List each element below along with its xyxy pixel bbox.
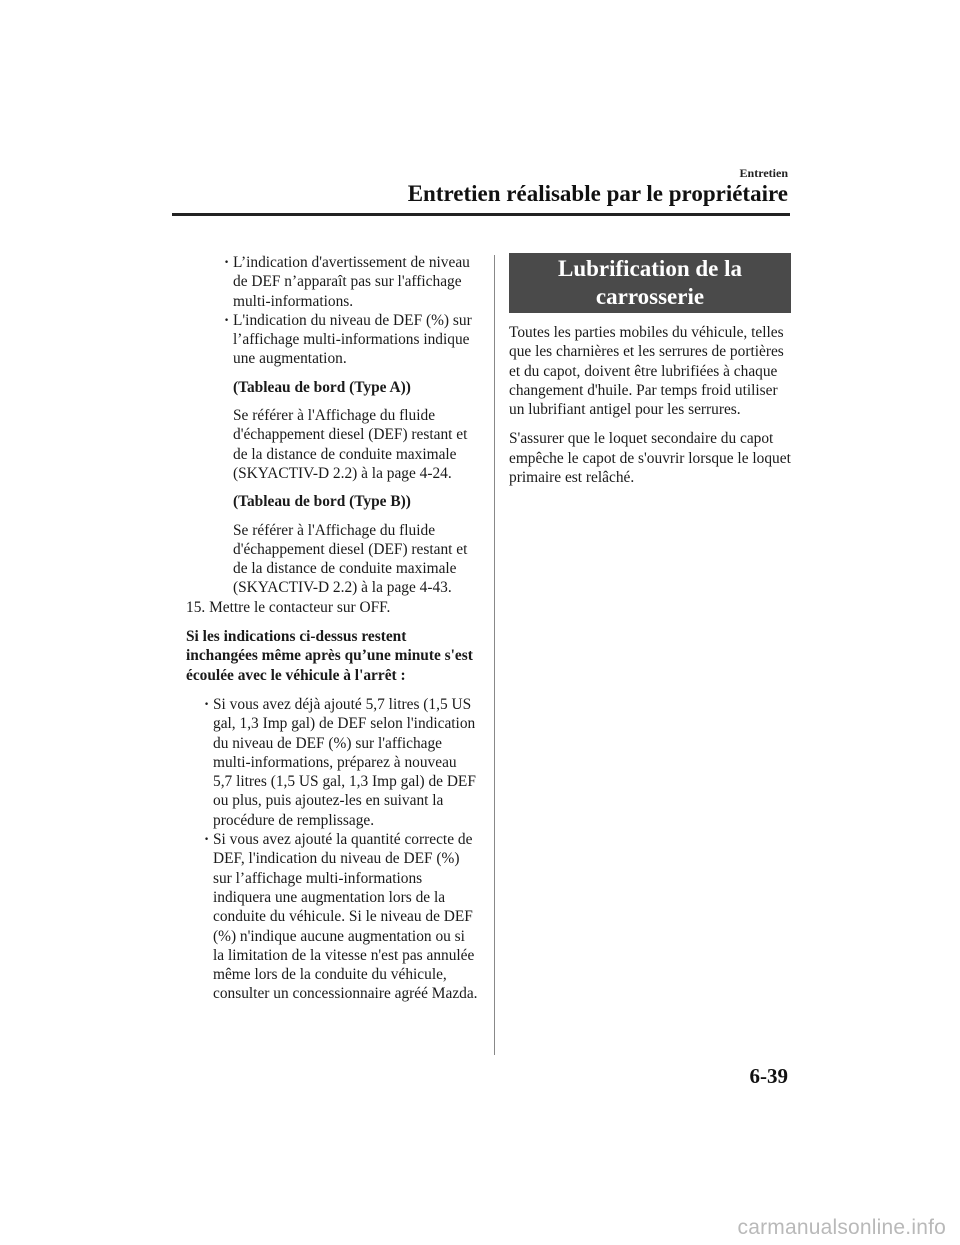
step-15: 15. Mettre le contacteur sur OFF. <box>186 598 391 616</box>
list-item <box>186 830 478 1004</box>
column-divider <box>494 255 495 1055</box>
page-number: 6-39 <box>749 1064 788 1088</box>
left-column <box>186 253 478 1004</box>
hood-latch-paragraph: S'assurer que le loquet secondaire du capot empêche le capot de s'ouvrir lorsque le loquet primaire est relâché. <box>509 430 791 487</box>
list-item-text: L’indication d'avertissement de niveau de DEF n’apparaît pas sur l'affichage multi-informations. <box>233 254 470 310</box>
type-b-heading: (Tableau de bord (Type B)) <box>233 493 411 511</box>
watermark: carmanualsonline.info <box>737 1216 946 1239</box>
type-b-reference: Se référer à l'Affichage du fluide d'échappement diesel (DEF) restant et de la distance de conduite maximale (SKYACTIV-D 2.2) à la page 4-43. <box>233 521 468 597</box>
lubrication-paragraph: Toutes les parties mobiles du véhicule, telles que les charnières et les serrures de portières et du capot, doivent être lubrifiées à chaque changement d'huile. Par temps froid utiliser un lubrifiant antigel pour les serrures. <box>509 324 784 419</box>
list-item-text: Si vous avez ajouté la quantité correcte de DEF, l'indication du niveau de DEF (%) sur l’affichage multi-informations indiquera une augmentation lors de la conduite du véhicule. Si le niveau de DEF (%) n'indique aucune augmentation ou si la limitation de la vitesse n'est pas annulée même lors de la conduite du véhicule, consulter un concessionnaire agréé Mazda. <box>213 831 478 1003</box>
list-item <box>186 311 478 369</box>
section-heading-banner <box>509 253 791 313</box>
type-a-heading: (Tableau de bord (Type A)) <box>233 378 411 396</box>
header-section-label: Entretien <box>739 166 788 180</box>
bullet-icon: · <box>204 695 210 713</box>
list-item-text: Si vous avez déjà ajouté 5,7 litres (1,5 US gal, 1,3 Imp gal) de DEF selon l'indication du niveau de DEF (%) sur l'affichage multi-informations, préparez à nouveau 5,7 litres (1,5 US gal, 1,3 Imp gal) de DEF ou plus, puis ajoutez-les en suivant la procédure de remplissage. <box>213 695 476 829</box>
header-rule <box>172 213 790 216</box>
condition-heading: Si les indications ci-dessus restent inchangées même après qu’une minute s'est écoulée avec le véhicule à l'arrêt : <box>186 628 473 684</box>
section-heading: Lubrification de la carrosserie <box>557 256 742 309</box>
bullet-icon: · <box>204 831 210 849</box>
right-column <box>509 253 791 487</box>
list-item <box>186 695 478 830</box>
list-item-text: L'indication du niveau de DEF (%) sur l’affichage multi-informations indique une augmentation. <box>233 311 472 368</box>
list-item <box>186 253 478 311</box>
type-a-reference: Se référer à l'Affichage du fluide d'échappement diesel (DEF) restant et de la distance de conduite maximale (SKYACTIV-D 2.2) à la page 4-24. <box>233 407 468 482</box>
bullet-icon: · <box>224 254 230 271</box>
page-title: Entretien réalisable par le propriétaire <box>407 181 788 206</box>
bullet-icon: · <box>224 311 230 329</box>
